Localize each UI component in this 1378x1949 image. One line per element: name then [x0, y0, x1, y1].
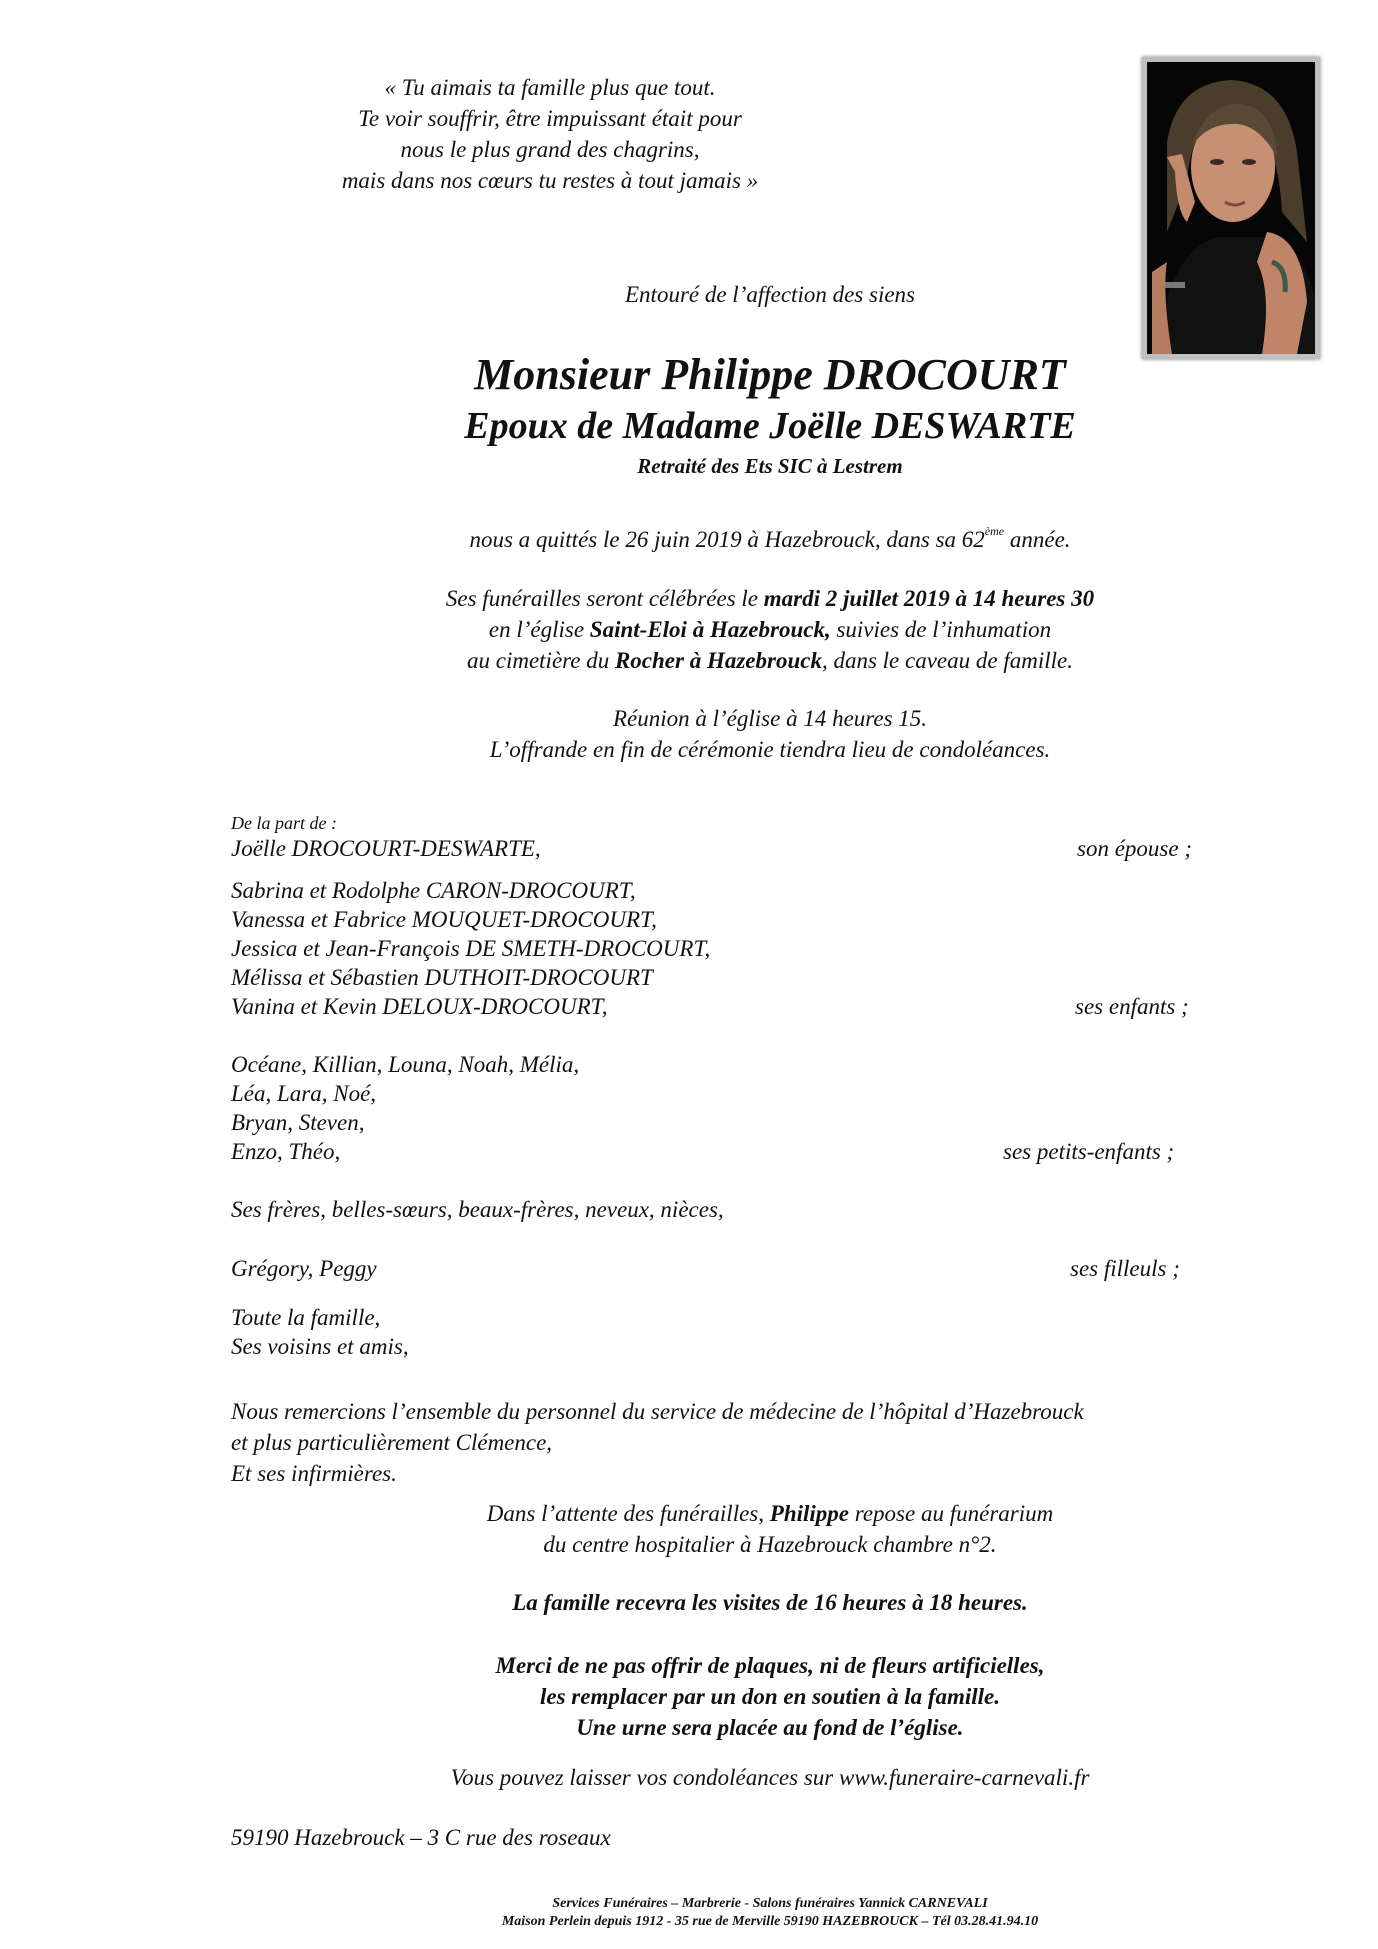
thanks-paragraph: [231, 1396, 1084, 1489]
quote-line: mais dans nos cœurs tu restes à tout jamais »: [341, 168, 759, 193]
funeral-line: [230, 583, 1310, 614]
family-godchildren: Grégory, Peggy: [231, 1256, 377, 1281]
funeral-text: au cimetière du: [467, 648, 615, 673]
repose-details: [230, 1498, 1310, 1560]
repose-text: repose au funérarium: [849, 1501, 1054, 1526]
notice-line: les remplacer par un don en soutien à la famille.: [539, 1684, 1001, 1709]
reunion-line: Réunion à l’église à 14 heures 15.: [612, 706, 928, 731]
portrait-photo: [1142, 57, 1320, 359]
notice-line: Merci de ne pas offrir de plaques, ni de fleurs artificielles,: [495, 1653, 1045, 1678]
family-spouse: Joëlle DROCOURT-DESWARTE,: [231, 836, 541, 861]
epigraph-quote: [250, 72, 850, 196]
family-other: Ses voisins et amis,: [231, 1334, 409, 1359]
reunion-details: [230, 703, 1310, 765]
deceased-name: Monsieur Philippe DROCOURT: [474, 350, 1066, 399]
family-siblings: Ses frères, belles-sœurs, beaux-frères, neveux, nièces,: [231, 1197, 724, 1222]
family-grandchild: Léa, Lara, Noé,: [231, 1081, 377, 1106]
occupation-line: Retraité des Ets SIC à Lestrem: [637, 454, 903, 478]
quote-line: nous le plus grand des chagrins,: [400, 137, 700, 162]
family-child: Vanessa et Fabrice MOUQUET-DROCOURT,: [231, 907, 657, 932]
no-flowers-notice: [230, 1650, 1310, 1743]
relation-label: ses petits-enfants ;: [1003, 1139, 1175, 1164]
family-child: Mélissa et Sébastien DUTHOIT-DROCOURT: [231, 965, 653, 990]
funeral-line: [230, 645, 1310, 676]
first-name: Philippe: [769, 1501, 849, 1526]
thanks-line: Nous remercions l’ensemble du personnel du service de médecine de l’hôpital d’Hazebrouck: [231, 1399, 1084, 1424]
ordinal-suffix: ème: [984, 524, 1005, 538]
funeral-line: [230, 614, 1310, 645]
funeral-text: suivies de l’inhumation: [830, 617, 1052, 642]
family-child: Jessica et Jean-François DE SMETH-DROCOURT,: [231, 936, 711, 961]
family-grandchild: Enzo, Théo,: [231, 1139, 341, 1164]
death-text: nous a quittés le 26 juin 2019 à Hazebrouck, dans sa 62: [469, 527, 985, 552]
family-child: Sabrina et Rodolphe CARON-DROCOURT,: [231, 878, 636, 903]
visiting-hours: La famille recevra les visites de 16 heures à 18 heures.: [512, 1590, 1028, 1615]
family-other: Toute la famille,: [231, 1305, 381, 1330]
funeral-text: Ses funérailles seront célébrées le: [445, 586, 764, 611]
address-line: 59190 Hazebrouck – 3 C rue des roseaux: [231, 1825, 611, 1850]
portrait-icon: [1147, 62, 1315, 354]
funeral-home-footer: [230, 1895, 1310, 1931]
thanks-line: et plus particulièrement Clémence,: [231, 1430, 553, 1455]
reunion-line: L’offrande en fin de cérémonie tiendra lieu de condoléances.: [489, 737, 1051, 762]
relation-label: ses filleuls ;: [1070, 1256, 1180, 1281]
footer-line: Maison Perlein depuis 1912 - 35 rue de Merville 59190 HAZEBROUCK – Tél 03.28.41.94.10: [501, 1914, 1039, 1929]
funeral-text: , dans le caveau de famille.: [821, 648, 1073, 673]
from-label: De la part de :: [231, 813, 337, 833]
repose-line: du centre hospitalier à Hazebrouck chambre n°2.: [543, 1532, 997, 1557]
family-grandchild: Bryan, Steven,: [231, 1110, 365, 1135]
family-child: Vanina et Kevin DELOUX-DROCOURT,: [231, 994, 608, 1019]
condolences-link-line: Vous pouvez laisser vos condoléances sur www.funeraire-carnevali.fr: [450, 1765, 1090, 1790]
repose-text: Dans l’attente des funérailles,: [486, 1501, 770, 1526]
spouse-line: Epoux de Madame Joëlle DESWARTE: [464, 405, 1076, 447]
funeral-date: mardi 2 juillet 2019 à 14 heures 30: [763, 586, 1095, 611]
relation-label: ses enfants ;: [1075, 994, 1189, 1019]
quote-line: Te voir souffrir, être impuissant était pour: [358, 106, 742, 131]
repose-line: [230, 1498, 1310, 1529]
quote-line: « Tu aimais ta famille plus que tout.: [384, 75, 716, 100]
death-announcement: [230, 524, 1310, 553]
church-name: Saint-Eloi à Hazebrouck,: [589, 617, 831, 642]
intro-line: Entouré de l’affection des siens: [625, 282, 915, 307]
cemetery-name: Rocher à Hazebrouck: [614, 648, 822, 673]
footer-line: Services Funéraires – Marbrerie - Salons funéraires Yannick CARNEVALI: [552, 1896, 988, 1911]
death-text-end: année.: [1004, 527, 1071, 552]
relation-label: son épouse ;: [1077, 836, 1192, 861]
funeral-text: en l’église: [488, 617, 590, 642]
funeral-details: [230, 583, 1310, 676]
family-grandchild: Océane, Killian, Louna, Noah, Mélia,: [231, 1052, 580, 1077]
notice-line: Une urne sera placée au fond de l’église.: [576, 1715, 964, 1740]
thanks-line: Et ses infirmières.: [231, 1461, 397, 1486]
